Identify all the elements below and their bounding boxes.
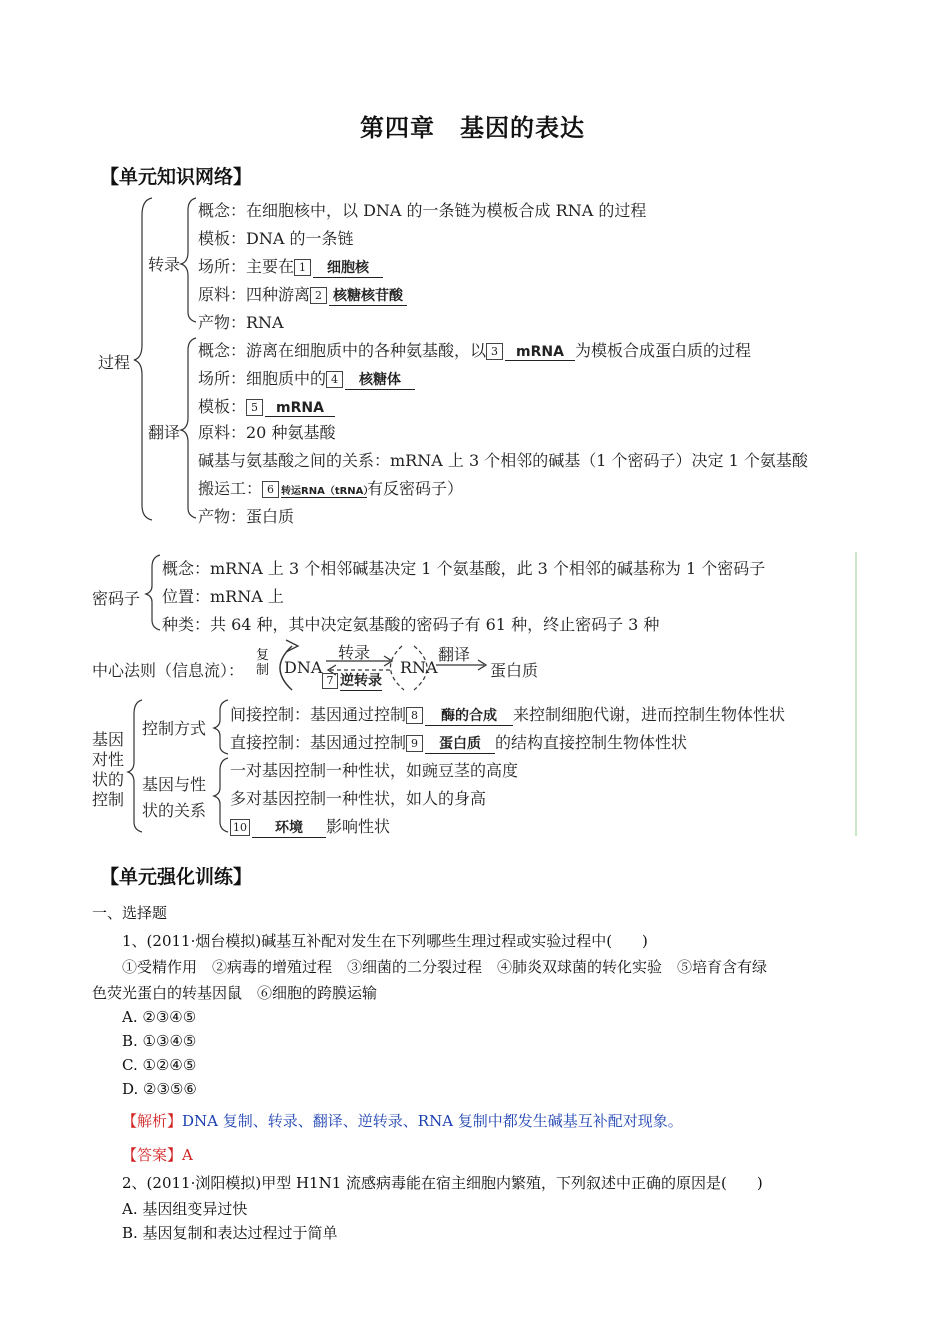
- translation-carrier: [198, 476, 463, 499]
- answer-environment: 环境: [252, 817, 326, 838]
- translation-template-prefix: 模板：: [198, 397, 247, 416]
- translation-site-prefix: 场所：细胞质中的: [198, 369, 327, 388]
- translation-material: 原料：20 种氨基酸: [198, 423, 336, 442]
- gene-trait-relation-line-2: 状的关系: [142, 801, 207, 820]
- analysis-text: DNA 复制、转录、翻译、逆转录、RNA 复制中都发生碱基互补配对现象。: [182, 1112, 683, 1130]
- translation-concept-prefix: 概念：游离在细胞质中的各种氨基酸，以: [198, 341, 487, 360]
- question-1-analysis: [122, 1110, 683, 1131]
- blank-number-10: 10: [230, 819, 250, 836]
- central-protein: 蛋白质: [490, 661, 539, 680]
- part-heading-choice: 一、选择题: [92, 904, 168, 922]
- one-gene-one-trait: 一对基因控制一种性状，如豌豆茎的高度: [230, 761, 519, 780]
- gene-trait-relation-line-1: 基因与性: [142, 775, 207, 794]
- analysis-tag: 【解析】: [122, 1112, 183, 1130]
- translation-product: 产物：蛋白质: [198, 507, 295, 526]
- translation-carrier-suffix: 有反密码子）: [367, 479, 464, 498]
- section-heading-network: 【单元知识网络】: [100, 166, 253, 188]
- process-label: 过程: [98, 353, 131, 372]
- question-1-option-d[interactable]: D. ②③⑤⑥: [122, 1080, 197, 1098]
- translation-site: [198, 366, 415, 390]
- transcription-concept: 概念：在细胞核中，以 DNA 的一条链为模板合成 RNA 的过程: [198, 201, 647, 220]
- page-title: 第四章 基因的表达: [360, 113, 585, 142]
- translation-template: [198, 394, 335, 417]
- control-mode-label: 控制方式: [142, 719, 207, 738]
- direct-control: [230, 730, 687, 754]
- answer-protein: 蛋白质: [425, 733, 495, 754]
- question-1-stem: 1、(2011·烟台模拟)碱基互补配对发生在下列哪些生理过程或实验过程中( ): [122, 932, 648, 950]
- answer-ribosome: 核糖体: [345, 369, 415, 390]
- answer-mrna-2: mRNA: [265, 400, 335, 417]
- answer-value: A: [182, 1146, 193, 1164]
- environment-effect-suffix: 影响性状: [326, 817, 391, 836]
- codon-concept: 概念：mRNA 上 3 个相邻碱基决定 1 个氨基酸，此 3 个相邻的碱基称为 1 个密码子: [162, 559, 766, 578]
- question-2-option-b[interactable]: B. 基因复制和表达过程过于简单: [122, 1224, 338, 1242]
- question-1-option-c[interactable]: C. ①②④⑤: [122, 1056, 197, 1074]
- gene-control-label-line-4: 控制: [92, 790, 125, 809]
- many-genes-one-trait: 多对基因控制一种性状，如人的身高: [230, 789, 487, 808]
- blank-number-9: 9: [406, 735, 423, 752]
- transcription-template: 模板：DNA 的一条链: [198, 229, 354, 248]
- indirect-control-suffix: 来控制细胞代谢，进而控制生物体性状: [513, 705, 786, 724]
- blank-number-1: 1: [294, 259, 311, 276]
- question-2-stem: 2、(2011·浏阳模拟)甲型 H1N1 流感病毒能在宿主细胞内繁殖，下列叙述中正确的原因是( ): [122, 1174, 763, 1192]
- environment-effect: [230, 814, 390, 838]
- answer-tag: 【答案】: [122, 1146, 183, 1164]
- answer-mrna-1: mRNA: [505, 344, 575, 361]
- section-heading-training: 【单元强化训练】: [100, 866, 253, 888]
- indirect-control-prefix: 间接控制：基因通过控制: [230, 705, 407, 724]
- blank-number-7: 7: [322, 673, 338, 689]
- translation-label: 翻译: [148, 423, 181, 442]
- transcription-site: [198, 254, 383, 278]
- codon-position: 位置：mRNA 上: [162, 587, 284, 606]
- translation-carrier-prefix: 搬运工：: [198, 479, 263, 498]
- central-translate: 翻译: [438, 645, 471, 664]
- gene-control-label-line-3: 状的: [92, 770, 125, 789]
- central-transcribe: 转录: [338, 643, 371, 662]
- translation-concept-suffix: 为模板合成蛋白质的过程: [575, 341, 752, 360]
- question-1-items-line-2: 色荧光蛋白的转基因鼠 ⑥细胞的跨膜运输: [92, 984, 378, 1002]
- central-reverse: [322, 670, 382, 691]
- indirect-control: [230, 702, 785, 726]
- blank-number-2: 2: [310, 287, 327, 304]
- codon-types: 种类：共 64 种，其中决定氨基酸的密码子有 61 种，终止密码子 3 种: [162, 615, 660, 634]
- codon-label: 密码子: [92, 589, 141, 608]
- blank-number-3: 3: [486, 343, 503, 360]
- gene-control-label-line-1: 基因: [92, 730, 125, 749]
- question-1-option-b[interactable]: B. ①③④⑤: [122, 1032, 197, 1050]
- blank-number-8: 8: [406, 707, 423, 724]
- question-1-answer: [122, 1144, 193, 1165]
- question-2-option-a[interactable]: A. 基因组变异过快: [122, 1200, 248, 1218]
- translation-concept: [198, 338, 751, 361]
- replication-label: 复制: [256, 648, 270, 678]
- central-rna: RNA: [400, 658, 438, 677]
- blank-number-4: 4: [326, 371, 343, 388]
- transcription-site-prefix: 场所：主要在: [198, 257, 295, 276]
- gene-trait-relation-label: [142, 772, 206, 824]
- central-dogma-label: 中心法则（信息流）：: [92, 661, 245, 680]
- transcription-label: 转录: [148, 255, 181, 274]
- answer-nucleus: 细胞核: [313, 257, 383, 278]
- transcription-material-prefix: 原料：四种游离: [198, 285, 311, 304]
- question-1-option-a[interactable]: A. ②③④⑤: [122, 1008, 197, 1026]
- blank-number-6: 6: [262, 481, 279, 498]
- answer-reverse-transcription: 逆转录: [340, 670, 382, 691]
- answer-ribonucleotide: 核糖核苷酸: [329, 285, 407, 306]
- blank-number-5: 5: [246, 399, 263, 416]
- central-dna: DNA: [284, 658, 323, 677]
- transcription-material: [198, 282, 407, 306]
- direct-control-prefix: 直接控制：基因通过控制: [230, 733, 407, 752]
- answer-enzyme-synthesis: 酶的合成: [425, 705, 513, 726]
- gene-control-label: [92, 730, 124, 810]
- transcription-product: 产物：RNA: [198, 313, 284, 332]
- translation-relation: 碱基与氨基酸之间的关系：mRNA 上 3 个相邻的碱基（1 个密码子）决定 1 个氨基酸: [198, 451, 808, 470]
- direct-control-suffix: 的结构直接控制生物体性状: [495, 733, 688, 752]
- question-1-items-line-1: ①受精作用 ②病毒的增殖过程 ③细菌的二分裂过程 ④肺炎双球菌的转化实验 ⑤培育含有绿: [122, 958, 768, 976]
- answer-trna: 转运RNA（tRNA）: [281, 482, 367, 498]
- gene-control-label-line-2: 对性: [92, 750, 125, 769]
